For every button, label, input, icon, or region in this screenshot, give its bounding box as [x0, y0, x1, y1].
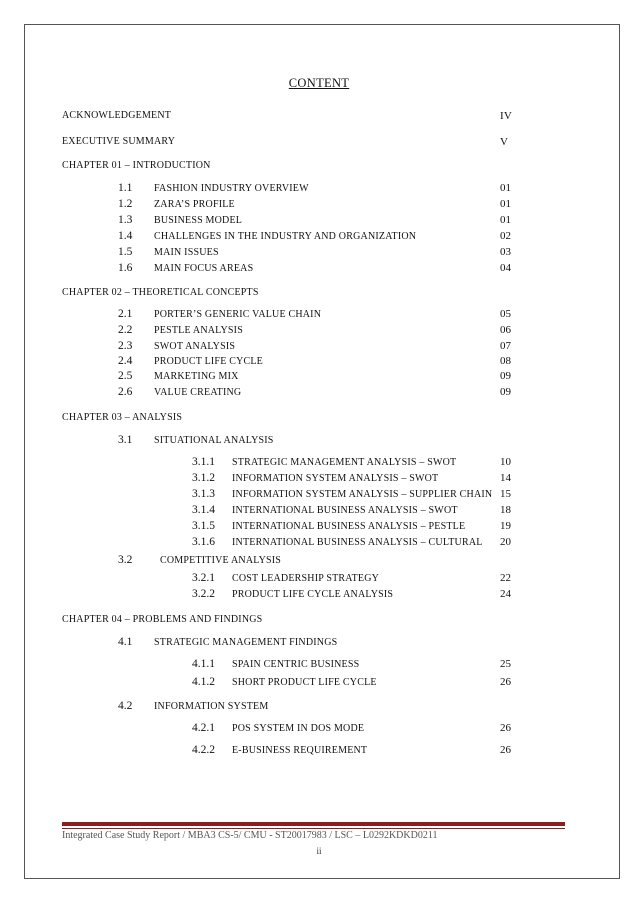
toc-page: 26 — [500, 676, 511, 688]
toc-number: 2.1 — [118, 308, 133, 320]
toc-page: 01 — [500, 182, 511, 194]
toc-page: 26 — [500, 744, 511, 756]
toc-entry: INTERNATIONAL BUSINESS ANALYSIS – PESTLE — [232, 521, 466, 532]
toc-entry: INTERNATIONAL BUSINESS ANALYSIS – CULTURAL — [232, 537, 483, 548]
toc-number: 4.1.1 — [192, 658, 215, 670]
toc-entry: SHORT PRODUCT LIFE CYCLE — [232, 677, 377, 688]
toc-entry: PORTER’S GENERIC VALUE CHAIN — [154, 309, 322, 320]
toc-number: 2.2 — [118, 324, 133, 336]
toc-entry: PESTLE ANALYSIS — [154, 325, 243, 336]
toc-number: 2.5 — [118, 370, 133, 382]
toc-section: COMPETITIVE ANALYSIS — [160, 555, 282, 566]
toc-entry: COST LEADERSHIP STRATEGY — [232, 573, 380, 584]
toc-number: 4.2 — [118, 700, 133, 712]
toc-entry: ZARA’S PROFILE — [154, 199, 235, 210]
toc-page: 14 — [500, 472, 511, 484]
toc-section: STRATEGIC MANAGEMENT FINDINGS — [154, 637, 338, 648]
chapter-heading: CHAPTER 03 – ANALYSIS — [62, 412, 183, 423]
toc-page: 24 — [500, 588, 511, 600]
footer-rule-thin — [62, 828, 565, 829]
toc-page: 10 — [500, 456, 511, 468]
toc-page: 04 — [500, 262, 511, 274]
toc-entry: INTERNATIONAL BUSINESS ANALYSIS – SWOT — [232, 505, 458, 516]
toc-number: 4.2.1 — [192, 722, 215, 734]
toc-page: 07 — [500, 340, 511, 352]
toc-page: 22 — [500, 572, 511, 584]
toc-page: 06 — [500, 324, 511, 336]
toc-number: 3.1.1 — [192, 456, 215, 468]
toc-number: 2.3 — [118, 340, 133, 352]
page-title: CONTENT — [288, 76, 350, 90]
footer-text: Integrated Case Study Report / MBA3 CS-5/ CMU - ST20017983 / LSC – L0292KDKD0211 — [62, 830, 438, 841]
toc-number: 3.1.3 — [192, 488, 215, 500]
toc-number: 4.1 — [118, 636, 133, 648]
toc-page: 09 — [500, 386, 511, 398]
toc-number: 1.5 — [118, 246, 133, 258]
toc-entry-acknowledgement: ACKNOWLEDGEMENT — [62, 110, 172, 121]
toc-number: 3.2.1 — [192, 572, 215, 584]
toc-number: 3.2 — [118, 554, 133, 566]
toc-number: 3.1.5 — [192, 520, 215, 532]
toc-entry: FASHION INDUSTRY OVERVIEW — [154, 183, 309, 194]
toc-page: 26 — [500, 722, 511, 734]
toc-number: 2.6 — [118, 386, 133, 398]
toc-page: 09 — [500, 370, 511, 382]
toc-number: 2.4 — [118, 355, 133, 367]
toc-page: 15 — [500, 488, 511, 500]
toc-number: 3.1 — [118, 434, 133, 446]
toc-entry: PRODUCT LIFE CYCLE ANALYSIS — [232, 589, 394, 600]
toc-section: SITUATIONAL ANALYSIS — [154, 435, 274, 446]
toc-number: 3.2.2 — [192, 588, 215, 600]
toc-number: 3.1.2 — [192, 472, 215, 484]
toc-number: 4.2.2 — [192, 744, 215, 756]
toc-entry: VALUE CREATING — [154, 387, 242, 398]
toc-number: 1.2 — [118, 198, 133, 210]
toc-number: 4.1.2 — [192, 676, 215, 688]
toc-page: 08 — [500, 355, 511, 367]
toc-entry: STRATEGIC MANAGEMENT ANALYSIS – SWOT — [232, 457, 457, 468]
toc-page: 20 — [500, 536, 511, 548]
toc-page: 01 — [500, 198, 511, 210]
toc-page: 01 — [500, 214, 511, 226]
toc-entry-executive-summary: EXECUTIVE SUMMARY — [62, 136, 176, 147]
toc-entry: SPAIN CENTRIC BUSINESS — [232, 659, 360, 670]
toc-number: 3.1.4 — [192, 504, 215, 516]
toc-entry: INFORMATION SYSTEM ANALYSIS – SUPPLIER CHAIN — [232, 489, 493, 500]
chapter-heading: CHAPTER 01 – INTRODUCTION — [62, 160, 211, 171]
chapter-heading: CHAPTER 04 – PROBLEMS AND FINDINGS — [62, 614, 263, 625]
toc-page: 19 — [500, 520, 511, 532]
page-number: ii — [316, 846, 322, 856]
toc-entry: BUSINESS MODEL — [154, 215, 243, 226]
toc-section: INFORMATION SYSTEM — [154, 701, 269, 712]
toc-number: 1.4 — [118, 230, 133, 242]
toc-page: 18 — [500, 504, 511, 516]
toc-page: IV — [500, 110, 513, 122]
toc-page: 05 — [500, 308, 511, 320]
toc-page: V — [500, 136, 509, 148]
toc-page: 02 — [500, 230, 511, 242]
toc-entry: E-BUSINESS REQUIREMENT — [232, 745, 368, 756]
toc-entry: MAIN ISSUES — [154, 247, 219, 258]
toc-number: 1.6 — [118, 262, 133, 274]
toc-entry: SWOT ANALYSIS — [154, 341, 236, 352]
toc-entry: INFORMATION SYSTEM ANALYSIS – SWOT — [232, 473, 439, 484]
toc-entry: CHALLENGES IN THE INDUSTRY AND ORGANIZATION — [154, 231, 417, 242]
toc-number: 1.1 — [118, 182, 133, 194]
footer-rule — [62, 822, 565, 826]
toc-number: 1.3 — [118, 214, 133, 226]
toc-entry: PRODUCT LIFE CYCLE — [154, 356, 263, 367]
toc-page: 25 — [500, 658, 511, 670]
chapter-heading: CHAPTER 02 – THEORETICAL CONCEPTS — [62, 287, 259, 298]
toc-entry: POS SYSTEM IN DOS MODE — [232, 723, 365, 734]
toc-entry: MARKETING MIX — [154, 371, 239, 382]
toc-page: 03 — [500, 246, 511, 258]
toc-number: 3.1.6 — [192, 536, 215, 548]
toc-entry: MAIN FOCUS AREAS — [154, 263, 254, 274]
